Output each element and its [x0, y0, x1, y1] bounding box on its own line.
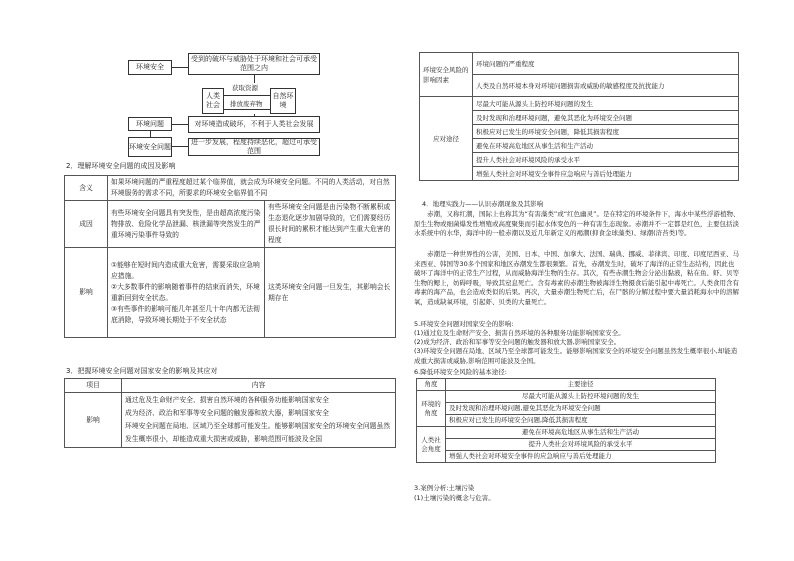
row-text-right: 这类环境安全问题一旦发生，其影响会长期存在	[265, 248, 396, 338]
soc-angle-label: 人类社会角度	[417, 427, 446, 463]
section3-title: 3．把握环境安全问题对国家安全的影响及其应对	[66, 367, 218, 375]
effect-1: ①能够在短时间内造成重大危害，需要采取应急响应措施。	[111, 260, 260, 280]
table-row	[417, 379, 716, 391]
human-society-box: 人类社会	[202, 88, 224, 114]
env-security-box: 环境安全	[128, 60, 172, 75]
national-security-table	[64, 378, 396, 448]
effect-2: ②大多数事件的影响随着事件的结束而消失，环境重新回到安全状态。	[111, 282, 260, 302]
table-row	[417, 451, 716, 463]
table-row	[417, 403, 716, 415]
row-label: 影响	[65, 393, 122, 448]
row-text-left: 有些环境安全问题具有突发性，是由超高浓度污染物排放、危险化学品泄漏、核泄漏等突然发生的严重环境污染事件导致的	[108, 201, 265, 248]
causes-effects-table	[64, 175, 396, 338]
risk-response-table	[419, 52, 739, 181]
table-row	[65, 248, 396, 338]
section4-paragraph-2: 赤潮是一种世界性的公害，美国、日本、中国、加拿大、法国、瑞典、挪威、菲律宾、印度、印度尼西亚、马来西亚、韩国等30多个国家和地区赤潮发生都很频繁。首先，赤潮发生时，破坏了海洋的正常生态结构，因此也破坏了海洋中的正常生产过程，从而威胁海洋生物的生存。其次，有些赤潮生物会分泌出黏液，粘在鱼、虾、贝等生物的鳃上，妨碍呼吸，导致其窒息死亡。含有毒素的赤潮生物被海洋生物摄食后能引起中毒死亡。人类食用含有毒素的海产品，也会造成类似的后果。再次，大量赤潮生物死亡后，在尸骸的分解过程中要大量消耗海水中的溶解氧，造成缺氧环境，引起虾、贝类的大量死亡。	[414, 250, 739, 306]
table-row	[417, 391, 716, 403]
emit-waste-label: 排放废弃物	[230, 100, 263, 108]
response-row: 增强人类社会对环境安全事件应急响应与善后处理能力	[473, 167, 739, 181]
table-row	[65, 379, 396, 393]
table-row	[417, 415, 716, 427]
col-header-content: 内容	[122, 379, 396, 393]
section6-title: 6.降低环境安全风险的基本途径:	[414, 368, 507, 376]
table-row	[65, 176, 396, 201]
row-label: 成因	[65, 201, 108, 248]
table-row	[65, 393, 396, 448]
get-resources-label: 获取资源	[232, 84, 258, 92]
table-row	[417, 439, 716, 451]
table-row	[417, 427, 716, 439]
response-row: 提升人类社会对环境风险的承受水平	[473, 153, 739, 167]
table-row	[420, 97, 739, 111]
col-header-angle: 角度	[417, 379, 446, 391]
section2-title: 2．理解环境安全问题的成因及影响	[66, 162, 176, 170]
env-problem-box: 环境问题	[128, 117, 172, 131]
table-row	[65, 201, 396, 248]
section5-item-3: (3)环境安全问题在局地、区域乃至全球都可能发生。能够影响国家安全的环境安全问题虽然发生概率很小,却能造成重大损害或威胁,影响范围可能波及全国。	[414, 347, 738, 365]
row-text: 如果环境问题的严重程度超过某个临界值，就会成为环境安全问题。不同的人类活动，对自然环境服务的需求不同，所要求的环境安全临界值不同	[108, 176, 396, 201]
response-row: 尽最大可能从源头上防控环境问题的发生	[473, 97, 739, 111]
response-row: 避免在环境高危地区从事生活和生产活动	[473, 139, 739, 153]
env-security-desc: 受到的破坏与威胁处于环境和社会可承受范围之内	[188, 53, 320, 75]
response-row: 及时发现和治理环境问题，避免其恶化为环境安全问题	[473, 111, 739, 125]
env-problem-desc: 对环境造成破坏，不利于人类社会发展	[188, 116, 320, 133]
natural-env-box: 自然环境	[270, 88, 296, 114]
risk-factors-label: 环境安全风险的影响因素	[420, 53, 473, 97]
section4-title: 4．地理实践力——认识赤潮现象及其影响	[422, 200, 544, 208]
risk-row: 环境问题的严重程度	[473, 53, 739, 75]
section4-paragraph-1: 赤潮，又称红潮，国际上也称其为“有害藻类”或“红色幽灵”。是在特定的环境条件下，海水中某些浮游植物、原生生物或细菌爆发性增殖或高度聚集而引起水体变色的一种有害生态现象。赤潮并不一定都是红色，主要包括淡水系统中的水华，海洋中的一般赤潮以及近几年新定义的褐潮(抑食金球藻类)、绿潮(浒苔类)等。	[414, 210, 740, 237]
response-label: 应对途径	[420, 97, 473, 181]
section7-item: (1)土壤污染的概念与危害。	[414, 494, 495, 502]
soc-path-row: 增强人类社会对环境安全事件的应急响应与善后处理能力	[446, 451, 716, 463]
section5-item-1: (1)通过危及生命财产安全、损害自然环境的各种服务功能影响国家安全。	[414, 329, 625, 337]
env-risk-box: 环境安全问题	[128, 137, 172, 157]
response-row: 积极应对已发生的环境安全问题，降低其损害程度	[473, 125, 739, 139]
col-header-path: 主要途径	[446, 379, 716, 391]
soc-path-row: 提升人类社会对环境风险的承受水平	[446, 439, 716, 451]
row-label: 影响	[65, 248, 108, 338]
section5-title: 5.环境安全问题对国家安全的影响:	[414, 320, 514, 328]
risk-row: 人类及自然环境本身对环境问题损害或威胁的敏感程度及抗扰能力	[473, 75, 739, 97]
effect-3: ③有些事件的影响可能几年甚至几十年内都无法彻底消除，导致环境长期处于不安全状态	[111, 304, 260, 324]
col-header-item: 项目	[65, 379, 122, 393]
env-path-row: 积极应对已发生的环境安全问题,降低其损害程度	[446, 415, 716, 427]
env-risk-desc: 进一步发展，程度持续恶化，超过可承受范围	[188, 138, 320, 156]
influence-1: 通过危及生命财产安全、损害自然环境的各种服务功能影响国家安全	[125, 396, 329, 404]
influence-2: 成为经济、政治和军事等安全问题的触发器和放大器，影响国家安全	[125, 409, 329, 417]
env-path-row: 及时发现和治理环境问题,避免其恶化为环境安全问题	[446, 403, 716, 415]
row-text-right: 有些环境安全问题是由污染物不断累积或生态退化逐步加剧导致的，它们需要经历很长时间的累积才能达到产生重大危害的程度	[265, 201, 396, 248]
soc-path-row: 避免在环境高危地区从事生活和生产活动	[446, 427, 716, 439]
influence-3: 环境安全问题在局地、区域乃至全球都可能发生。能够影响国家安全的环境安全问题虽然发生概率很小，却能造成重大损害或威胁，影响范围可能波及全国	[125, 422, 391, 443]
section7-title: 3.案例分析:土壤污染	[414, 484, 475, 492]
env-path-row: 尽最大可能从源头上防控环境问题的发生	[446, 391, 716, 403]
env-angle-label: 环境的角度	[417, 391, 446, 427]
section5-item-2: (2)成为经济、政治和军事等安全问题的触发器和放大器,影响国家安全。	[414, 338, 621, 346]
row-label: 含义	[65, 176, 108, 201]
table-row	[420, 53, 739, 75]
risk-reduction-table	[416, 378, 716, 463]
